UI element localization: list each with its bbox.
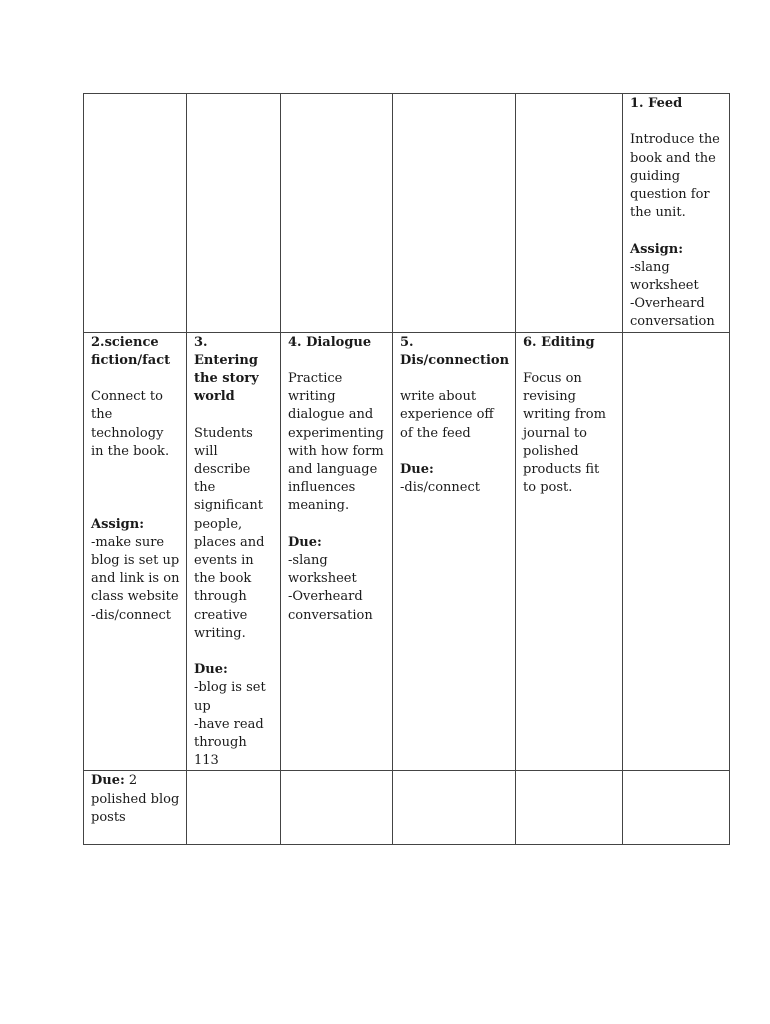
day-5-dis-connection-cell <box>393 332 516 771</box>
due-label: Due: <box>194 662 228 678</box>
day-description: Students will describe the significant people, places and events in the book through creative writing. <box>194 425 265 641</box>
day-title: 5. Dis/connection <box>400 334 510 368</box>
due-item: -slang worksheet <box>288 553 357 587</box>
table-row <box>84 94 730 333</box>
assign-label: Assign: <box>91 516 145 532</box>
day-description: Connect to the technology in the book. <box>91 389 170 459</box>
day-title: 6. Editing <box>523 334 595 350</box>
day-description: Practice writing dialogue and experimenting with how form and language influences meaning. <box>288 371 384 514</box>
assign-item: -make sure blog is set up and link is on class website <box>91 534 180 605</box>
due-item: -dis/connect <box>400 480 480 496</box>
day-4-dialogue-cell <box>281 332 393 771</box>
table-row <box>84 332 730 771</box>
table-cell-empty <box>84 94 187 333</box>
table-cell-empty <box>281 94 393 333</box>
table-cell-empty <box>281 771 393 845</box>
table-cell-empty <box>187 771 281 845</box>
table-cell-empty <box>516 94 623 333</box>
day-2-science-fiction-cell <box>84 332 187 771</box>
table-cell-empty <box>623 771 730 845</box>
due-item: -blog is set up <box>194 680 266 714</box>
table-row <box>84 771 730 845</box>
table-cell-empty <box>393 771 516 845</box>
day-description: Focus on revising writing from journal to polished products fit to post. <box>523 371 606 496</box>
table-cell-empty <box>516 771 623 845</box>
due-item: -have read through 113 <box>194 716 264 769</box>
day-3-entering-story-world-cell <box>187 332 281 771</box>
due-text: 2 polished blog posts <box>91 773 180 825</box>
assign-item: -Overheard conversation <box>630 296 715 330</box>
unit-calendar-table <box>83 93 730 845</box>
due-blog-posts-cell <box>84 771 187 845</box>
day-6-editing-cell <box>516 332 623 771</box>
day-title: 2.science fiction/fact <box>91 334 171 368</box>
day-title: 3. Entering the story world <box>194 334 259 405</box>
assign-item: -dis/connect <box>91 607 171 623</box>
due-label: Due: <box>400 462 434 477</box>
due-label: Due: <box>288 534 322 550</box>
table-cell-empty <box>187 94 281 333</box>
assign-label: Assign: <box>630 241 684 257</box>
assign-item: -slang worksheet <box>630 259 699 293</box>
due-label: Due: <box>91 773 125 789</box>
table-cell-empty <box>623 332 730 771</box>
day-1-feed-cell <box>623 94 730 333</box>
day-description: write about experience off of the feed <box>400 389 494 441</box>
due-blog-posts-text <box>91 772 180 827</box>
day-title: 1. Feed <box>630 96 683 111</box>
table-cell-empty <box>393 94 516 333</box>
day-title: 4. Dialogue <box>288 334 372 350</box>
due-item: -Overheard conversation <box>288 589 373 623</box>
day-description: Introduce the book and the guiding question for the unit. <box>630 132 720 221</box>
